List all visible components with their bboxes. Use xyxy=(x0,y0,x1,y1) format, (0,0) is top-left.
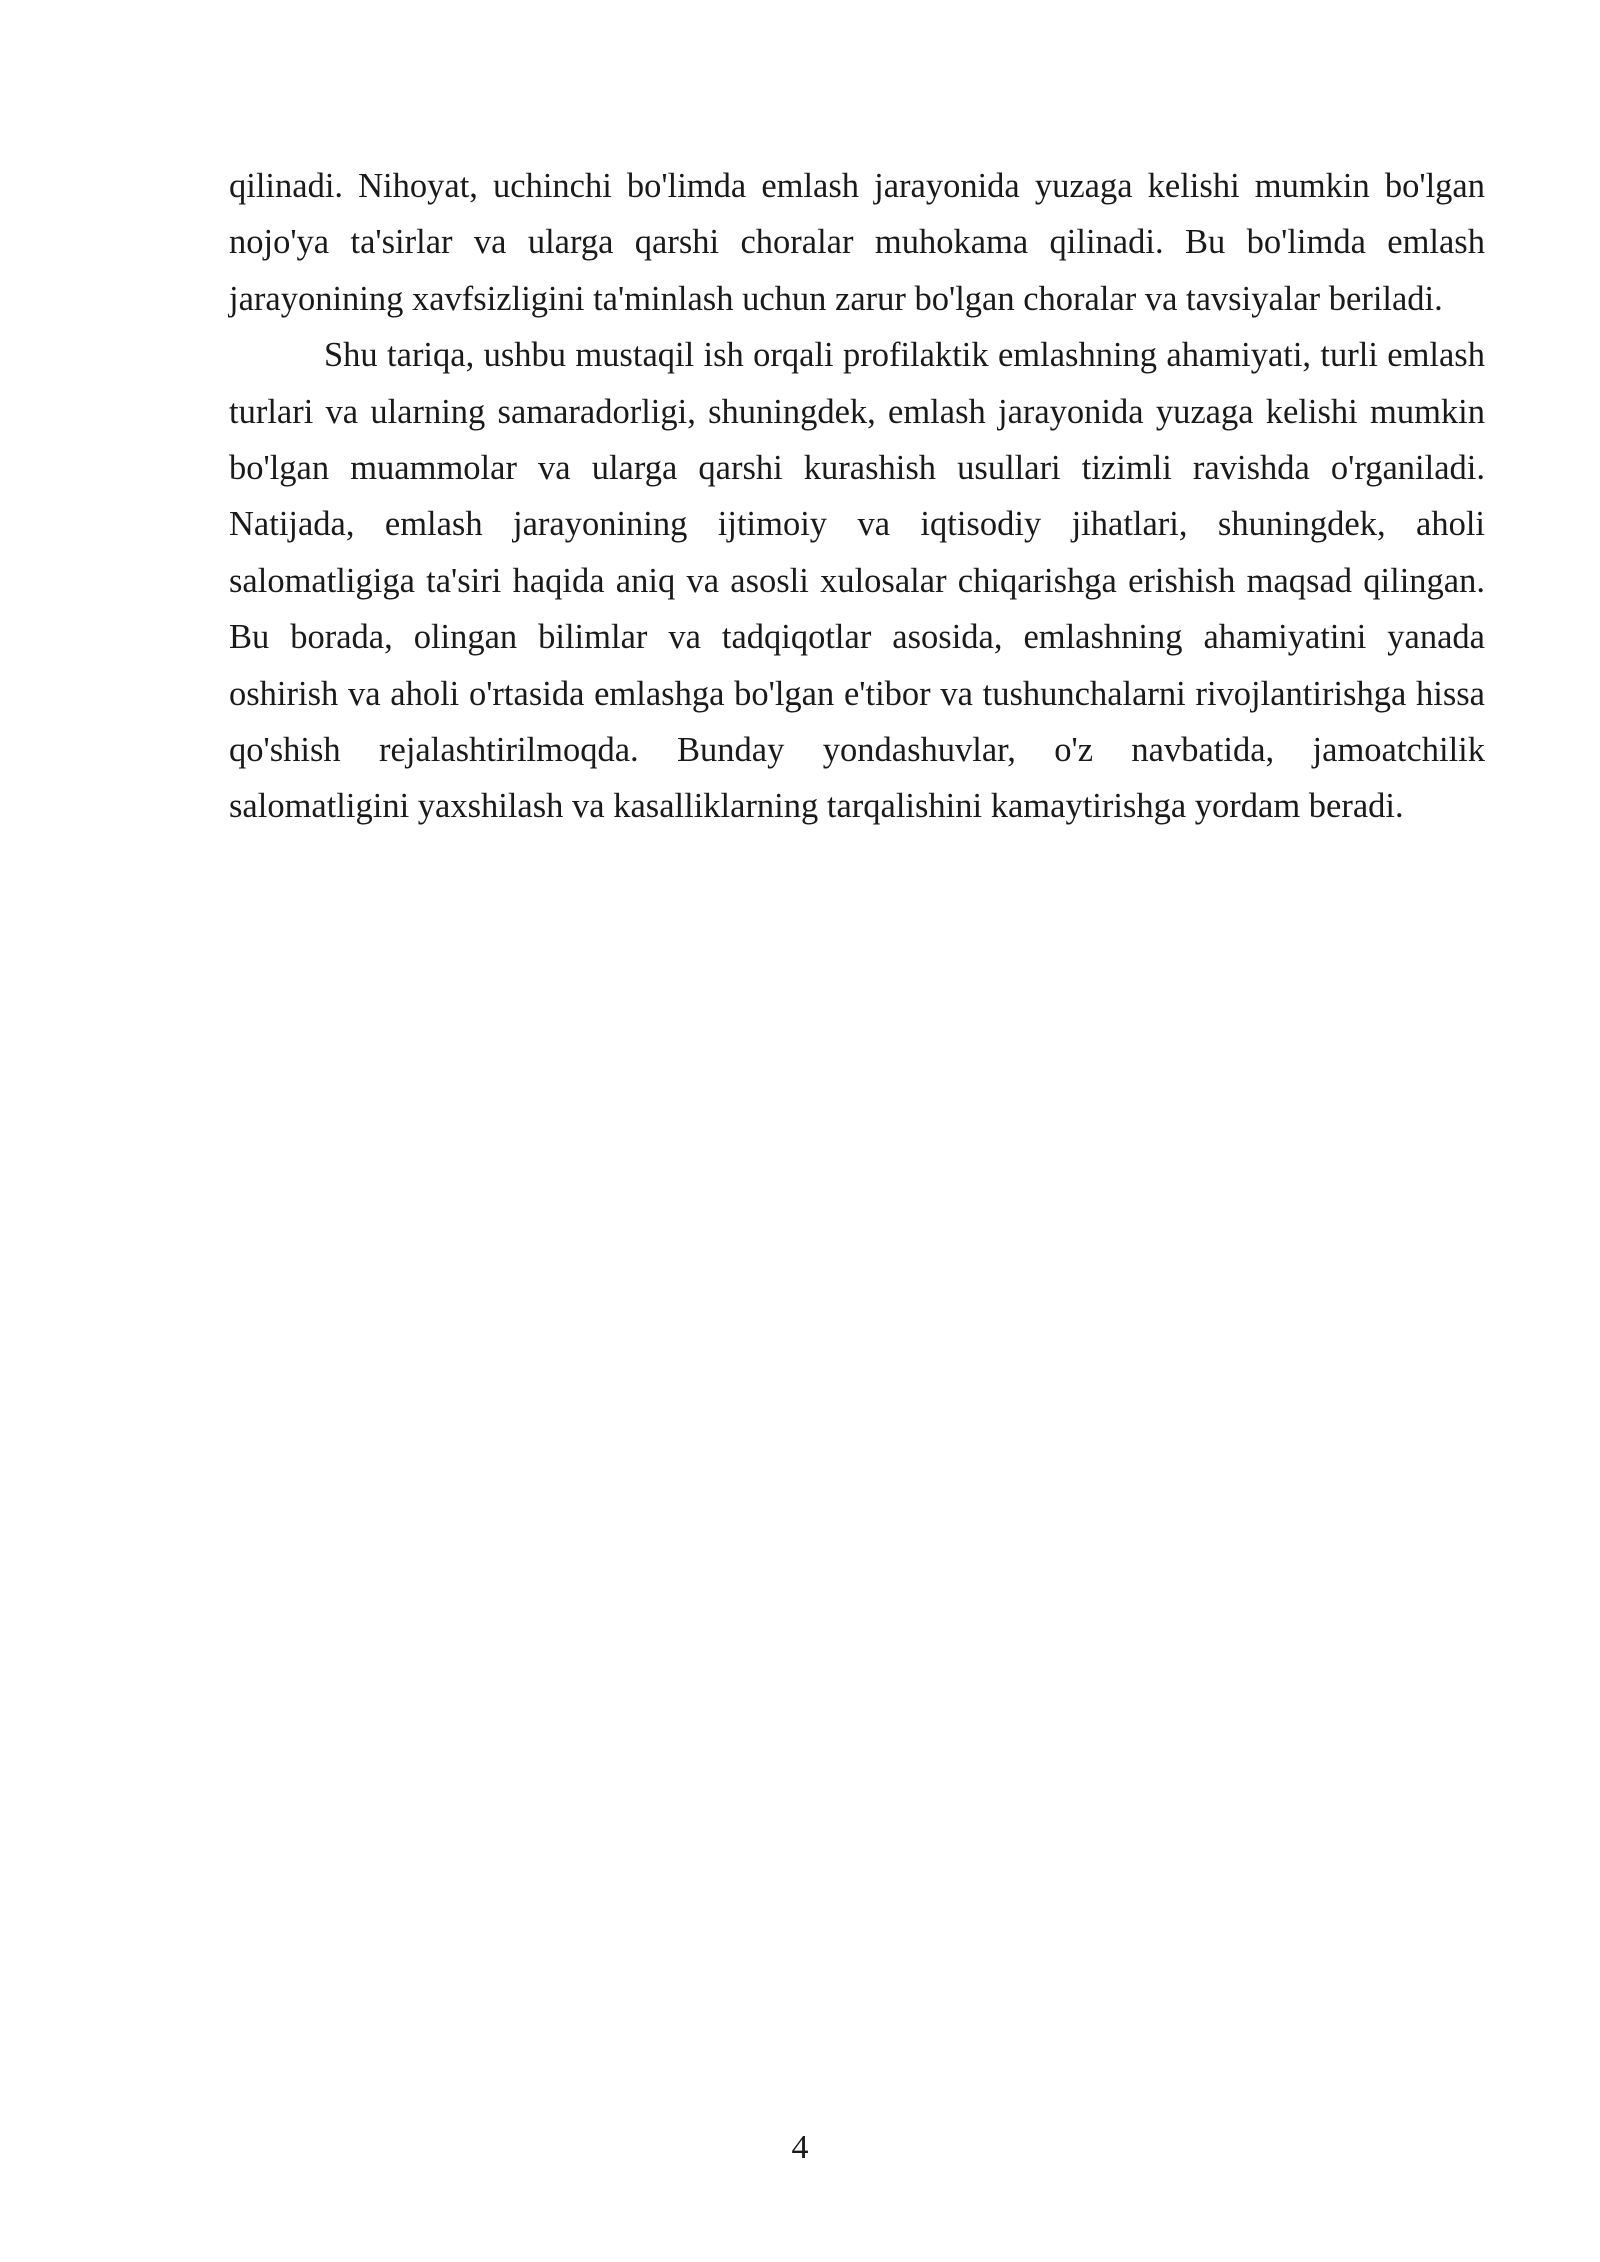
paragraph-continuation: qilinadi. Nihoyat, uchinchi bo'limda emlash jarayonida yuzaga kelishi mumkin bo'lgan nojo'ya ta'sirlar va ularga qarshi choralar muhokama qilinadi. Bu bo'limda emlash jarayonining xavfsizligini ta'minlash uchun zarur bo'lgan choralar va tavsiyalar beriladi. xyxy=(229,167,1485,318)
paragraph-conclusion: Shu tariqa, ushbu mustaqil ish orqali profilaktik emlashning ahamiyati, turli emlash turlari va ularning samaradorligi, shuningdek, emlash jarayonida yuzaga kelishi mumkin bo'lgan muammolar va ularga qarshi kurashish usullari tizimli ravishda o'rganiladi. Natijada, emlash jarayonining ijtimoiy va iqtisodiy jihatlari, shuningdek, aholi salomatligiga ta'siri haqida aniq va asosli xulosalar chiqarishga erishish maqsad qilingan. Bu borada, olingan bilimlar va tadqiqotlar asosida, emlashning ahamiyatini yanada oshirish va aholi o'rtasida emlashga bo'lgan e'tibor va tushunchalarni rivojlantirishga hissa qo'shish rejalashtirilmoqda. Bunday yondashuvlar, o'z navbatida, jamoatchilik salomatligini yaxshilash va kasalliklarning tarqalishini kamaytirishga yordam beradi. xyxy=(229,336,1485,826)
body-text xyxy=(229,158,1485,835)
page-number: 4 xyxy=(791,2129,809,2166)
